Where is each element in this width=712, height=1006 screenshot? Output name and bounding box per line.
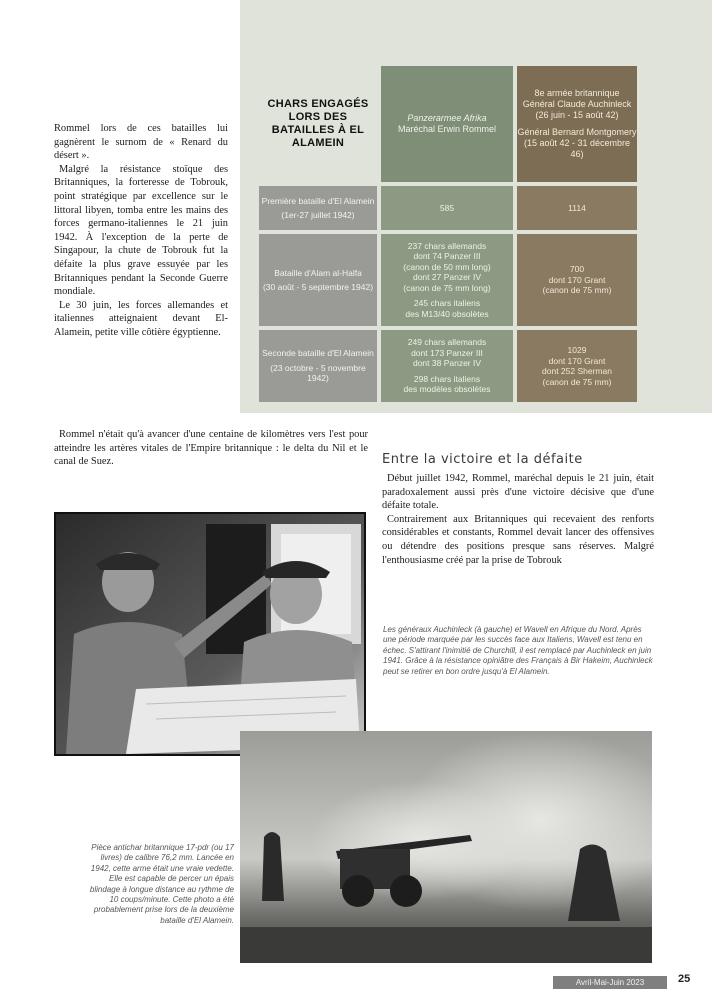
paragraph: Le 30 juin, les forces allemandes et italiennes atteignaient devant El-Alamein, petite ville côtière égyptienne. xyxy=(54,299,228,338)
table-header-british xyxy=(517,66,637,182)
british-period-2: (15 août 42 - 31 décembre 46) xyxy=(523,138,631,159)
paragraph: Malgré la résistance stoïque des Britanniques, la forteresse de Tobrouk, point stratégique par excellence sur le littoral libyen, tomba entre les mains des forces germano-italiennes le 21 juin 1942. À l'exception de la perte de Singapour, la chute de Tobrouk fut la défaite la plus grave essuyée par les Britanniques pendant la Seconde Guerre mondiale. xyxy=(54,163,228,298)
photo-antitank-caption: Pièce antichar britannique 17-pdr (ou 17 livres) de calibre 76,2 mm. Lancée en 1942, cette arme était une vraie vedette. Elle est capable de percer un épais blindage à longue distance au rythme de 10 coups/minute. Cette photo a été probablement prise lors de la deuxième bataille d'El Alamein. xyxy=(89,843,234,925)
table-header-title: CHARS ENGAGÉS LORS DES BATAILLES À EL ALAMEIN xyxy=(267,98,369,149)
generals-photo-illustration xyxy=(56,514,364,754)
row-german-3: 249 chars allemands dont 173 Panzer III dont 38 Panzer IV 298 chars italiens des modèles obsolètes xyxy=(381,330,513,402)
antitank-gun-illustration xyxy=(240,731,652,963)
photo-generals xyxy=(54,512,366,756)
row-british-1: 1114 xyxy=(517,186,637,230)
row-label-3: Seconde bataille d'El Alamein (23 octobre - 5 novembre 1942) xyxy=(259,330,377,402)
row-german-1: 585 xyxy=(381,186,513,230)
wide-paragraph-block xyxy=(54,428,368,469)
british-army-name: 8e armée britannique xyxy=(534,88,620,98)
left-column xyxy=(54,122,228,340)
paragraph: Rommel n'était qu'à avancer d'une centaine de kilomètres vers l'est pour atteindre les artères vitales de l'Empire britannique : le delta du Nil et le canal de Suez. xyxy=(54,429,368,468)
british-period-1: (26 juin - 15 août 42) xyxy=(535,110,619,120)
row-british-3: 1029 dont 170 Grant dont 252 Sherman (canon de 75 mm) xyxy=(517,330,637,402)
row-label-2: Bataille d'Alam al-Halfa (30 août - 5 septembre 1942) xyxy=(259,234,377,326)
british-commander-1: Général Claude Auchinleck xyxy=(522,99,632,109)
paragraph: Début juillet 1942, Rommel, maréchal depuis le 21 juin, était paradoxalement aussi près d'une victoire décisive que d'une défaite totale. xyxy=(382,473,654,512)
row-german-2: 237 chars allemands dont 74 Panzer III (canon de 50 mm long) dont 27 Panzer IV (canon de 75 mm long) 245 chars italiens des M13/40 obsolètes xyxy=(381,234,513,326)
tanks-table xyxy=(255,62,641,406)
row-british-2: 700 dont 170 Grant (canon de 75 mm) xyxy=(517,234,637,326)
german-army-name: Panzerarmee Afrika xyxy=(407,113,487,123)
photo-generals-caption: Les généraux Auchinleck (à gauche) et Wavell en Afrique du Nord. Après une période marquée par les succès face aux Italiens, Wavell est tenu en échec. S'attirant l'inimitié de Churchill, il est remplacé par Auchinleck en juin 1941. Grâce à la résistance opiniâtre des Français à Bir Hakeim, Auchinleck peut se retirer en bon ordre jusqu'à El Alamein. xyxy=(383,625,653,676)
paragraph: Rommel lors de ces batailles lui gagnèrent le surnom de « Renard du désert ». xyxy=(54,123,228,162)
right-column xyxy=(382,472,654,567)
section-heading: Entre la victoire et la défaite xyxy=(382,452,583,467)
british-commander-2: Général Bernard Montgomery xyxy=(517,127,637,137)
paragraph: Contrairement aux Britanniques qui recevaient des renforts considérables et constants, Rommel devait lancer des offensives ou détendre des positions presque sans réserves. Malgré l'enthousiasme créé par la prise de Tobrouk xyxy=(382,513,654,566)
table-header-german xyxy=(381,66,513,182)
page-number: 25 xyxy=(678,973,691,985)
photo-antitank-gun xyxy=(240,731,652,963)
german-commander: Maréchal Erwin Rommel xyxy=(397,124,497,134)
issue-date-tag: Avril-Mai-Juin 2023 xyxy=(553,976,667,989)
row-label-1: Première bataille d'El Alamein (1er-27 juillet 1942) xyxy=(259,186,377,230)
